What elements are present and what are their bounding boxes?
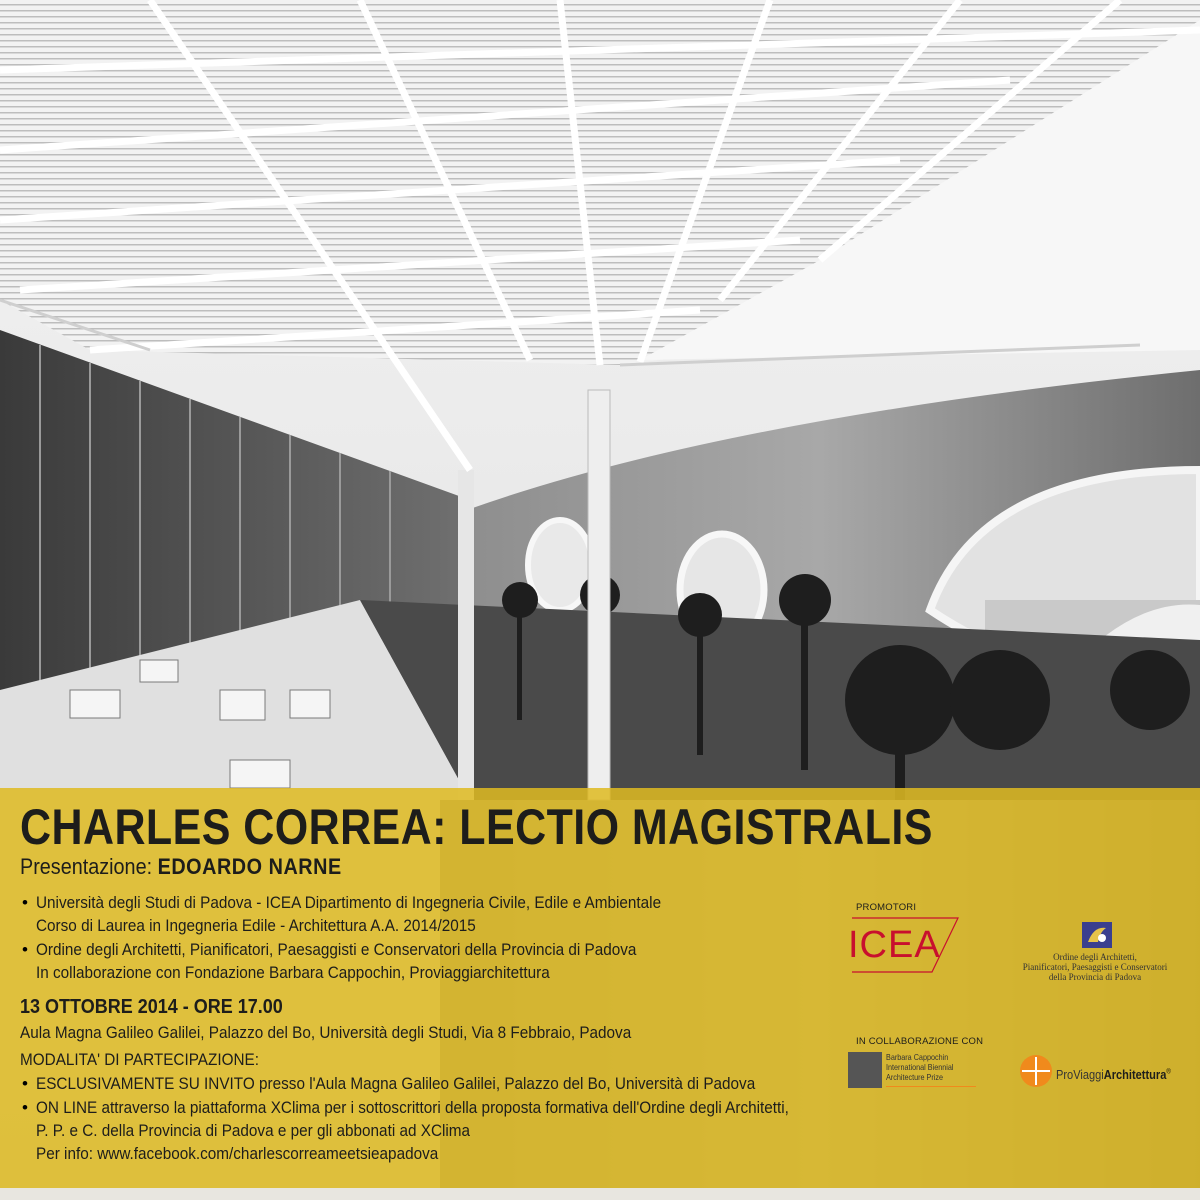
presenter-name: EDOARDO NARNE [157, 854, 342, 879]
icea-logo-text: ICEA [848, 924, 941, 966]
participation-online: ON LINE attraverso la piattaforma XClima per i sottoscrittori della proposta formativa dell'Ordine degli Architetti, [36, 1098, 789, 1117]
cappochin-square-icon [848, 1052, 882, 1088]
icea-logo [846, 916, 962, 974]
bullet-icon: • [22, 1098, 28, 1117]
bullet-icon: • [22, 1074, 28, 1093]
ordine-line-3: della Provincia di Padova [1048, 972, 1142, 982]
ordine-architetti-logo [1010, 920, 1180, 982]
proviaggi-text-pre: ProViaggi [1056, 1067, 1104, 1082]
cappochin-underline [886, 1086, 976, 1087]
proviaggi-text-post: Architettura [1103, 1067, 1167, 1082]
cappochin-line-1: Barbara Cappochin [886, 1052, 949, 1062]
cappochin-line-3: Architecture Prize [886, 1072, 944, 1082]
event-title: CHARLES CORREA: LECTIO MAGISTRALIS [20, 799, 933, 855]
proviaggi-logo [1018, 1053, 1188, 1093]
organizer-line-3: Ordine degli Architetti, Pianificatori, Paesaggisti e Conservatori della Provincia di Padova [36, 940, 637, 959]
organizer-line-2: Corso di Laurea in Ingegneria Edile - Architettura A.A. 2014/2015 [36, 916, 476, 935]
bottom-strip [0, 1188, 1200, 1200]
promotori-label: PROMOTORI [856, 902, 917, 913]
cappochin-logo [848, 1052, 978, 1090]
bullet-icon: • [22, 940, 28, 959]
proviaggi-compass-icon [1018, 1053, 1054, 1089]
organizer-line-4: In collaborazione con Fondazione Barbara Cappochin, Proviaggiarchitettura [36, 963, 550, 982]
ordine-line-1: Ordine degli Architetti, [1053, 952, 1137, 962]
ordine-emblem-icon [1080, 920, 1114, 950]
event-date-time: 13 OTTOBRE 2014 - ORE 17.00 [20, 996, 283, 1018]
proviaggi-mark: ® [1166, 1068, 1171, 1076]
ordine-line-2: Pianificatori, Paesaggisti e Conservatori [1022, 962, 1168, 972]
participation-online-cont: P. P. e C. della Provincia di Padova e per gli abbonati ad XClima [36, 1121, 471, 1140]
info-link[interactable]: Per info: www.facebook.com/charlescorreameetsieapadova [36, 1144, 439, 1163]
event-venue: Aula Magna Galileo Galilei, Palazzo del Bo, Università degli Studi, Via 8 Febbraio, Padova [20, 1023, 632, 1042]
presenter-label: Presentazione: [20, 854, 153, 879]
collab-label: IN COLLABORAZIONE CON [856, 1036, 984, 1047]
organizer-line-1: Università degli Studi di Padova - ICEA Dipartimento di Ingegneria Civile, Edile e Ambientale [36, 893, 662, 912]
participation-heading: MODALITA' DI PARTECIPAZIONE: [20, 1050, 259, 1069]
cappochin-line-2: International Biennial [886, 1062, 954, 1072]
presenter-line [20, 854, 342, 880]
bullet-icon: • [22, 893, 28, 912]
participation-invite: ESCLUSIVAMENTE SU INVITO presso l'Aula Magna Galileo Galilei, Palazzo del Bo, Università di Padova [36, 1074, 756, 1093]
